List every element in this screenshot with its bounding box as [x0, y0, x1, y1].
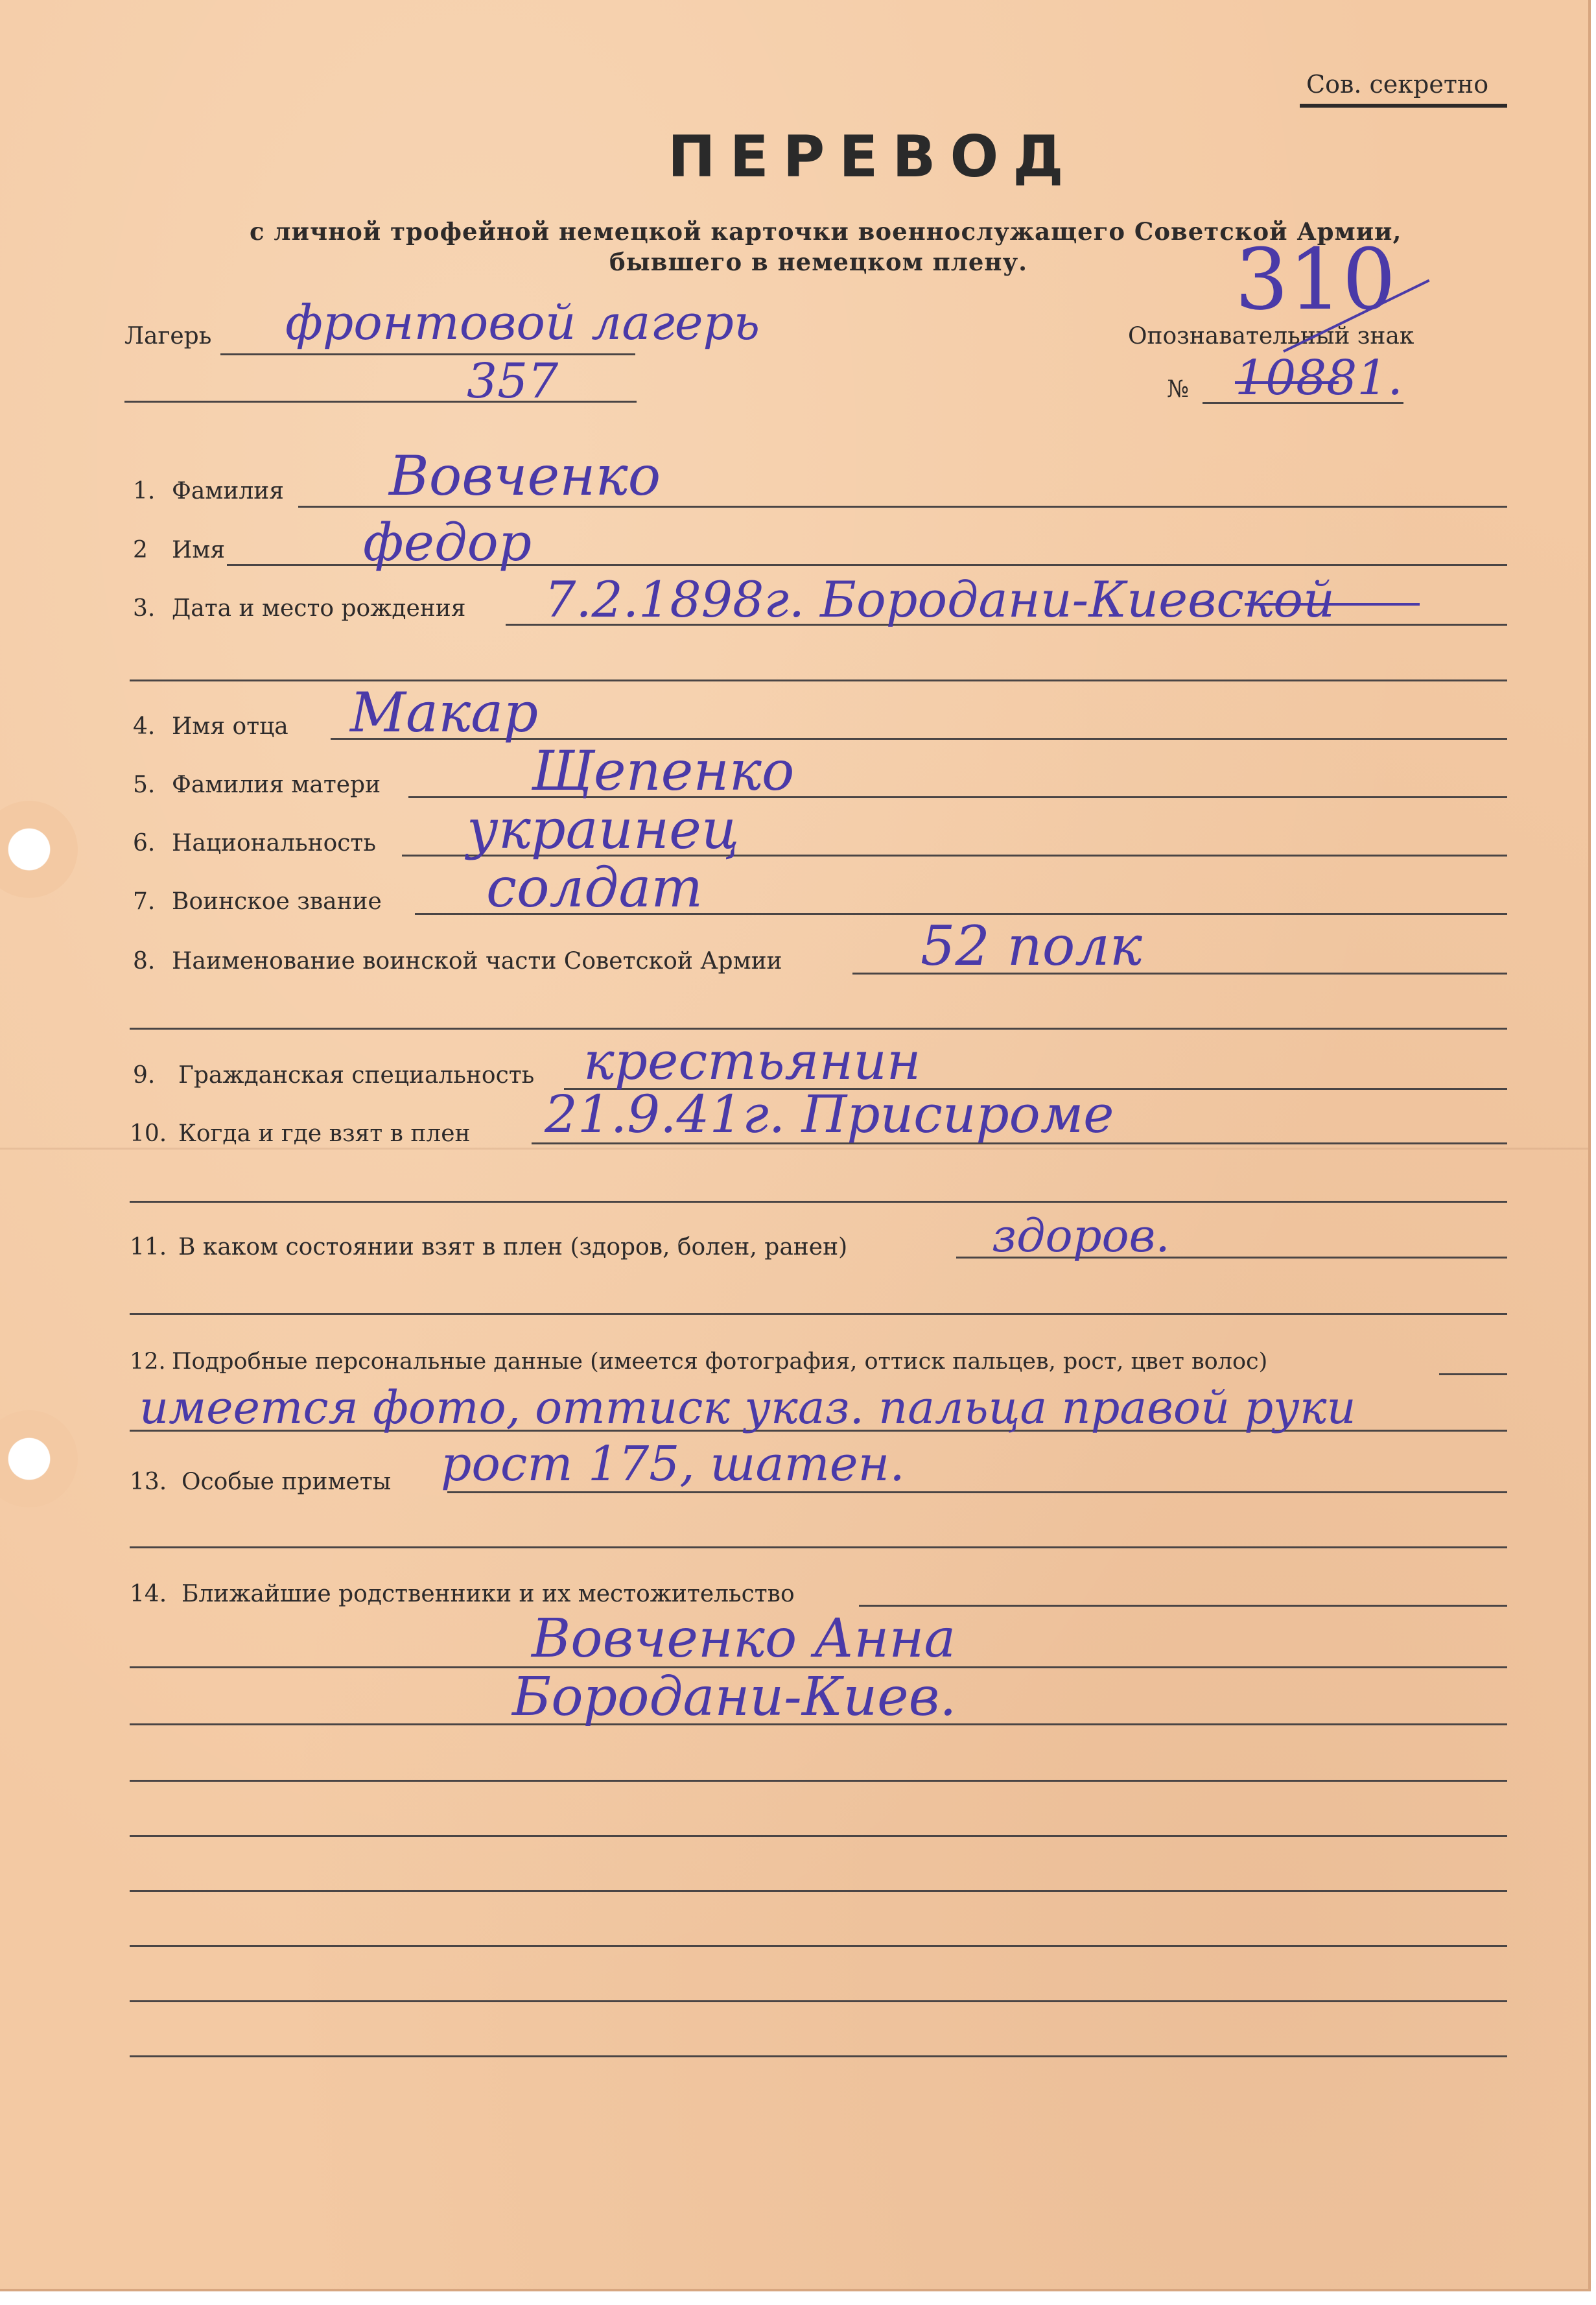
classification-stamp: Сов. секретно [1306, 70, 1489, 99]
id-tag-number-label: № [1167, 376, 1190, 403]
field-8-label: Наименование воинской части Советской Армии [172, 948, 782, 975]
field-3-label: Дата и место рождения [172, 595, 466, 622]
camp-line-1 [220, 353, 635, 355]
field-8-number: 8. [133, 948, 156, 975]
field-12-line [1439, 1373, 1507, 1375]
field-4-number: 4. [133, 713, 156, 740]
camp-value-line1: фронтовой лагерь [285, 295, 760, 351]
field-13-number: 13. [130, 1469, 167, 1495]
document-subtitle-line2: бывшего в немецком плену. [609, 248, 1028, 276]
field-7-number: 7. [133, 888, 156, 915]
field-13-label: Особые приметы [182, 1469, 392, 1495]
field-9-value: крестьянин [583, 1031, 921, 1091]
blank-line [130, 2055, 1507, 2057]
field-11-number: 11. [130, 1234, 167, 1260]
field-7-value: солдат [486, 856, 703, 919]
blank-line [130, 1945, 1507, 1947]
field-3-value: 7.2.1898г. Бородани-Киевской [545, 571, 1335, 628]
field-6-number: 6. [133, 830, 156, 857]
field-2-number: 2 [133, 537, 148, 563]
field-7-label: Воинское звание [172, 888, 382, 915]
field-6-label: Национальность [172, 830, 376, 857]
document-title: ПЕРЕВОД [668, 123, 1078, 190]
field-10-line-2 [130, 1201, 1507, 1203]
field-4-value: Макар [350, 681, 539, 744]
field-14-value-line1: Вовченко Анна [532, 1608, 956, 1670]
field-14-value-line2: Бородани-Киев. [512, 1666, 957, 1728]
field-4-label: Имя отца [172, 713, 288, 740]
field-10-value: 21.9.41г. Присироме [545, 1084, 1114, 1144]
field-1-number: 1. [133, 478, 156, 504]
field-9-label: Гражданская специальность [178, 1062, 535, 1089]
field-6-value: украинец [467, 798, 740, 861]
field-12-value: имеется фото, оттиск указ. пальца правой руки [139, 1381, 1356, 1434]
field-10-number: 10. [130, 1120, 167, 1147]
field-5-value: Щепенко [532, 739, 795, 803]
field-3-line-2 [130, 680, 1507, 681]
camp-line-2 [124, 401, 637, 403]
field-12-label: Подробные персональные данные (имеется фотография, оттиск пальцев, рост, цвет волос) [172, 1349, 1268, 1375]
field-5-number: 5. [133, 772, 156, 798]
field-8-value: 52 полк [921, 914, 1142, 978]
id-tag-annotation: 310 [1235, 230, 1396, 329]
field-11-label: В каком состоянии взят в плен (здоров, болен, ранен) [178, 1234, 848, 1260]
field-1-value: Вовченко [389, 444, 661, 508]
field-3-number: 3. [133, 595, 156, 622]
field-2-label: Имя [172, 537, 226, 563]
punch-hole [0, 1410, 78, 1507]
field-11-line-2 [130, 1313, 1507, 1315]
blank-line [130, 1835, 1507, 1837]
classification-underline [1300, 104, 1507, 108]
id-tag-label: Опознавательный знак [1128, 323, 1414, 349]
document-subtitle-line1: с личной трофейной немецкой карточки военнослужащего Советской Армии, [250, 217, 1402, 246]
field-2-value: федор [363, 512, 532, 573]
camp-label: Лагерь [124, 323, 212, 349]
field-5-label: Фамилия матери [172, 772, 381, 798]
id-tag-value: 10881. [1235, 350, 1403, 406]
field-1-label: Фамилия [172, 478, 284, 504]
paper-fold-line [0, 1148, 1588, 1150]
field-3-strikethrough [1245, 603, 1420, 606]
punch-hole [0, 801, 78, 898]
blank-line [130, 1890, 1507, 1892]
field-12-number: 12. [130, 1349, 166, 1375]
field-14-label: Ближайшие родственники и их местожительство [182, 1581, 795, 1607]
id-tag-strikethrough [1235, 381, 1339, 384]
field-10-label: Когда и где взят в плен [178, 1120, 471, 1147]
blank-line [130, 1780, 1507, 1782]
camp-value-line2: 357 [467, 353, 559, 409]
field-13-value: рост 175, шатен. [441, 1436, 905, 1492]
field-8-line-2 [130, 1028, 1507, 1030]
field-13-line-2 [130, 1546, 1507, 1548]
field-9-number: 9. [133, 1062, 156, 1089]
blank-line [130, 2000, 1507, 2002]
field-14-line [859, 1605, 1507, 1607]
field-14-number: 14. [130, 1581, 167, 1607]
field-11-value: здоров. [992, 1209, 1170, 1262]
